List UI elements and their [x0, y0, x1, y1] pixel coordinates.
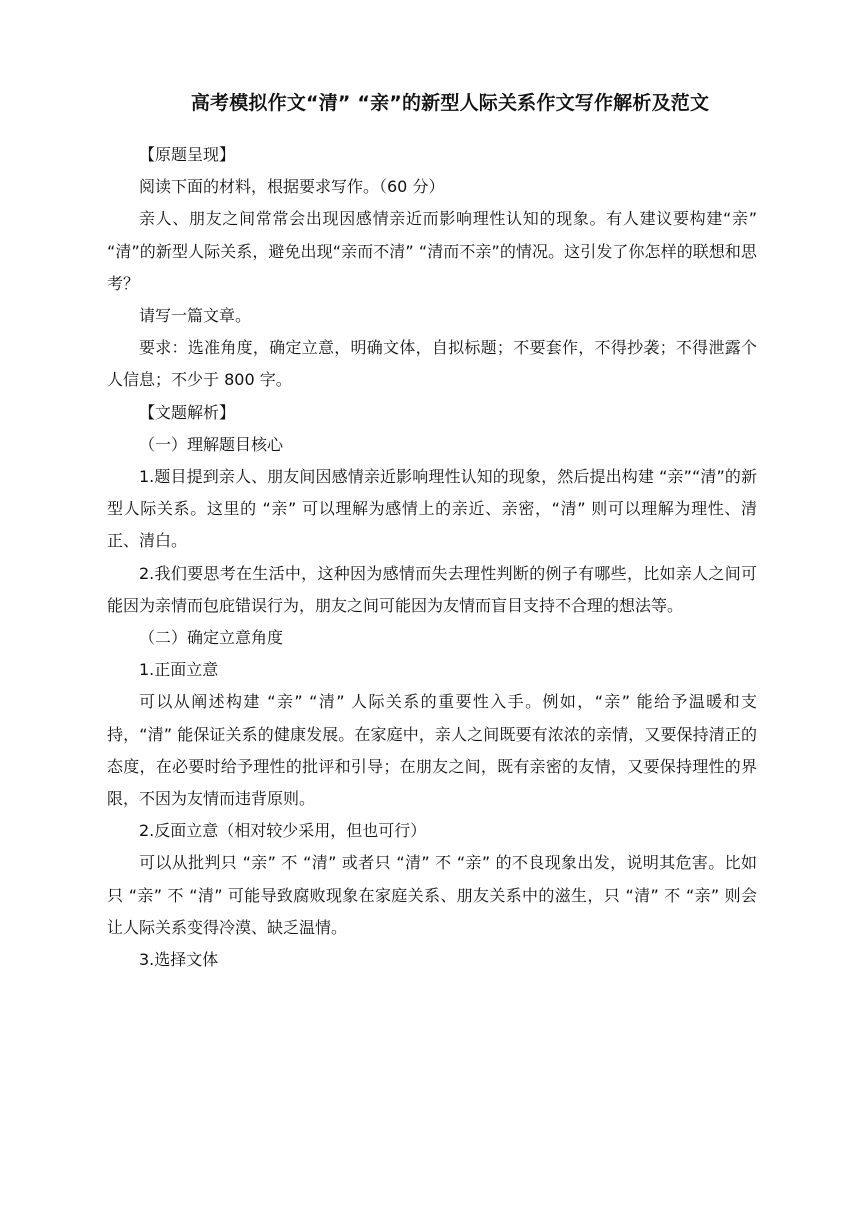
subheading-angle: （二）确定立意角度	[139, 628, 284, 648]
document-body	[107, 139, 757, 976]
analysis-point-1: 1.题目提到亲人、朋友间因感情亲近影响理性认知的现象，然后提出构建 “亲”“清”的新型人际关系。这里的 “亲” 可以理解为感情上的亲近、亲密，“清” 则可以理解为理性、清正、清白。	[107, 467, 757, 551]
section-heading-analysis: 【文题解析】	[139, 402, 236, 422]
genre-heading: 3.选择文体	[139, 950, 219, 970]
angle-negative-paragraph: 可以从批判只 “亲” 不 “清” 或者只 “清” 不 “亲” 的不良现象出发，说明其危害。比如只 “亲” 不 “清” 可能导致腐败现象在家庭关系、朋友关系中的滋生，只 “清” 不 “亲” 则会让人际关系变得冷漠、缺乏温情。	[107, 853, 757, 937]
requirements-paragraph: 要求：选准角度，确定立意，明确文体，自拟标题；不要套作，不得抄袭；不得泄露个人信息；不少于 800 字。	[107, 338, 757, 390]
analysis-point-2: 2.我们要思考在生活中，这种因为感情而失去理性判断的例子有哪些，比如亲人之间可能因为亲情而包庇错误行为，朋友之间可能因为友情而盲目支持不合理的想法等。	[107, 563, 757, 615]
document-title: 高考模拟作文“清” “亲”的新型人际关系作文写作解析及范文	[190, 92, 710, 114]
section-heading-original-question: 【原题呈现】	[139, 145, 236, 164]
angle-negative-heading: 2.反面立意（相对较少采用，但也可行）	[139, 821, 427, 841]
material-paragraph: 亲人、朋友之间常常会出现因感情亲近而影响理性认知的现象。有人建议要构建“亲” “清”的新型人际关系，避免出现“亲而不清” “清而不亲”的情况。这引发了你怎样的联想和思考？	[107, 209, 757, 293]
angle-positive-paragraph: 可以从阐述构建 “亲” “清” 人际关系的重要性入手。例如，“亲” 能给予温暖和支持，“清” 能保证关系的健康发展。在家庭中，亲人之间既要有浓浓的亲情，又要保持清正的态度，在必要时给予理性的批评和引导；在朋友之间，既有亲密的友情，又要保持理性的界限，不因为友情而违背原则。	[107, 692, 757, 809]
instruction-paragraph: 阅读下面的材料，根据要求写作。（60 分）	[139, 177, 445, 197]
angle-positive-heading: 1.正面立意	[139, 660, 219, 680]
task-paragraph: 请写一篇文章。	[139, 306, 252, 326]
subheading-understand-core: （一）理解题目核心	[139, 434, 284, 454]
